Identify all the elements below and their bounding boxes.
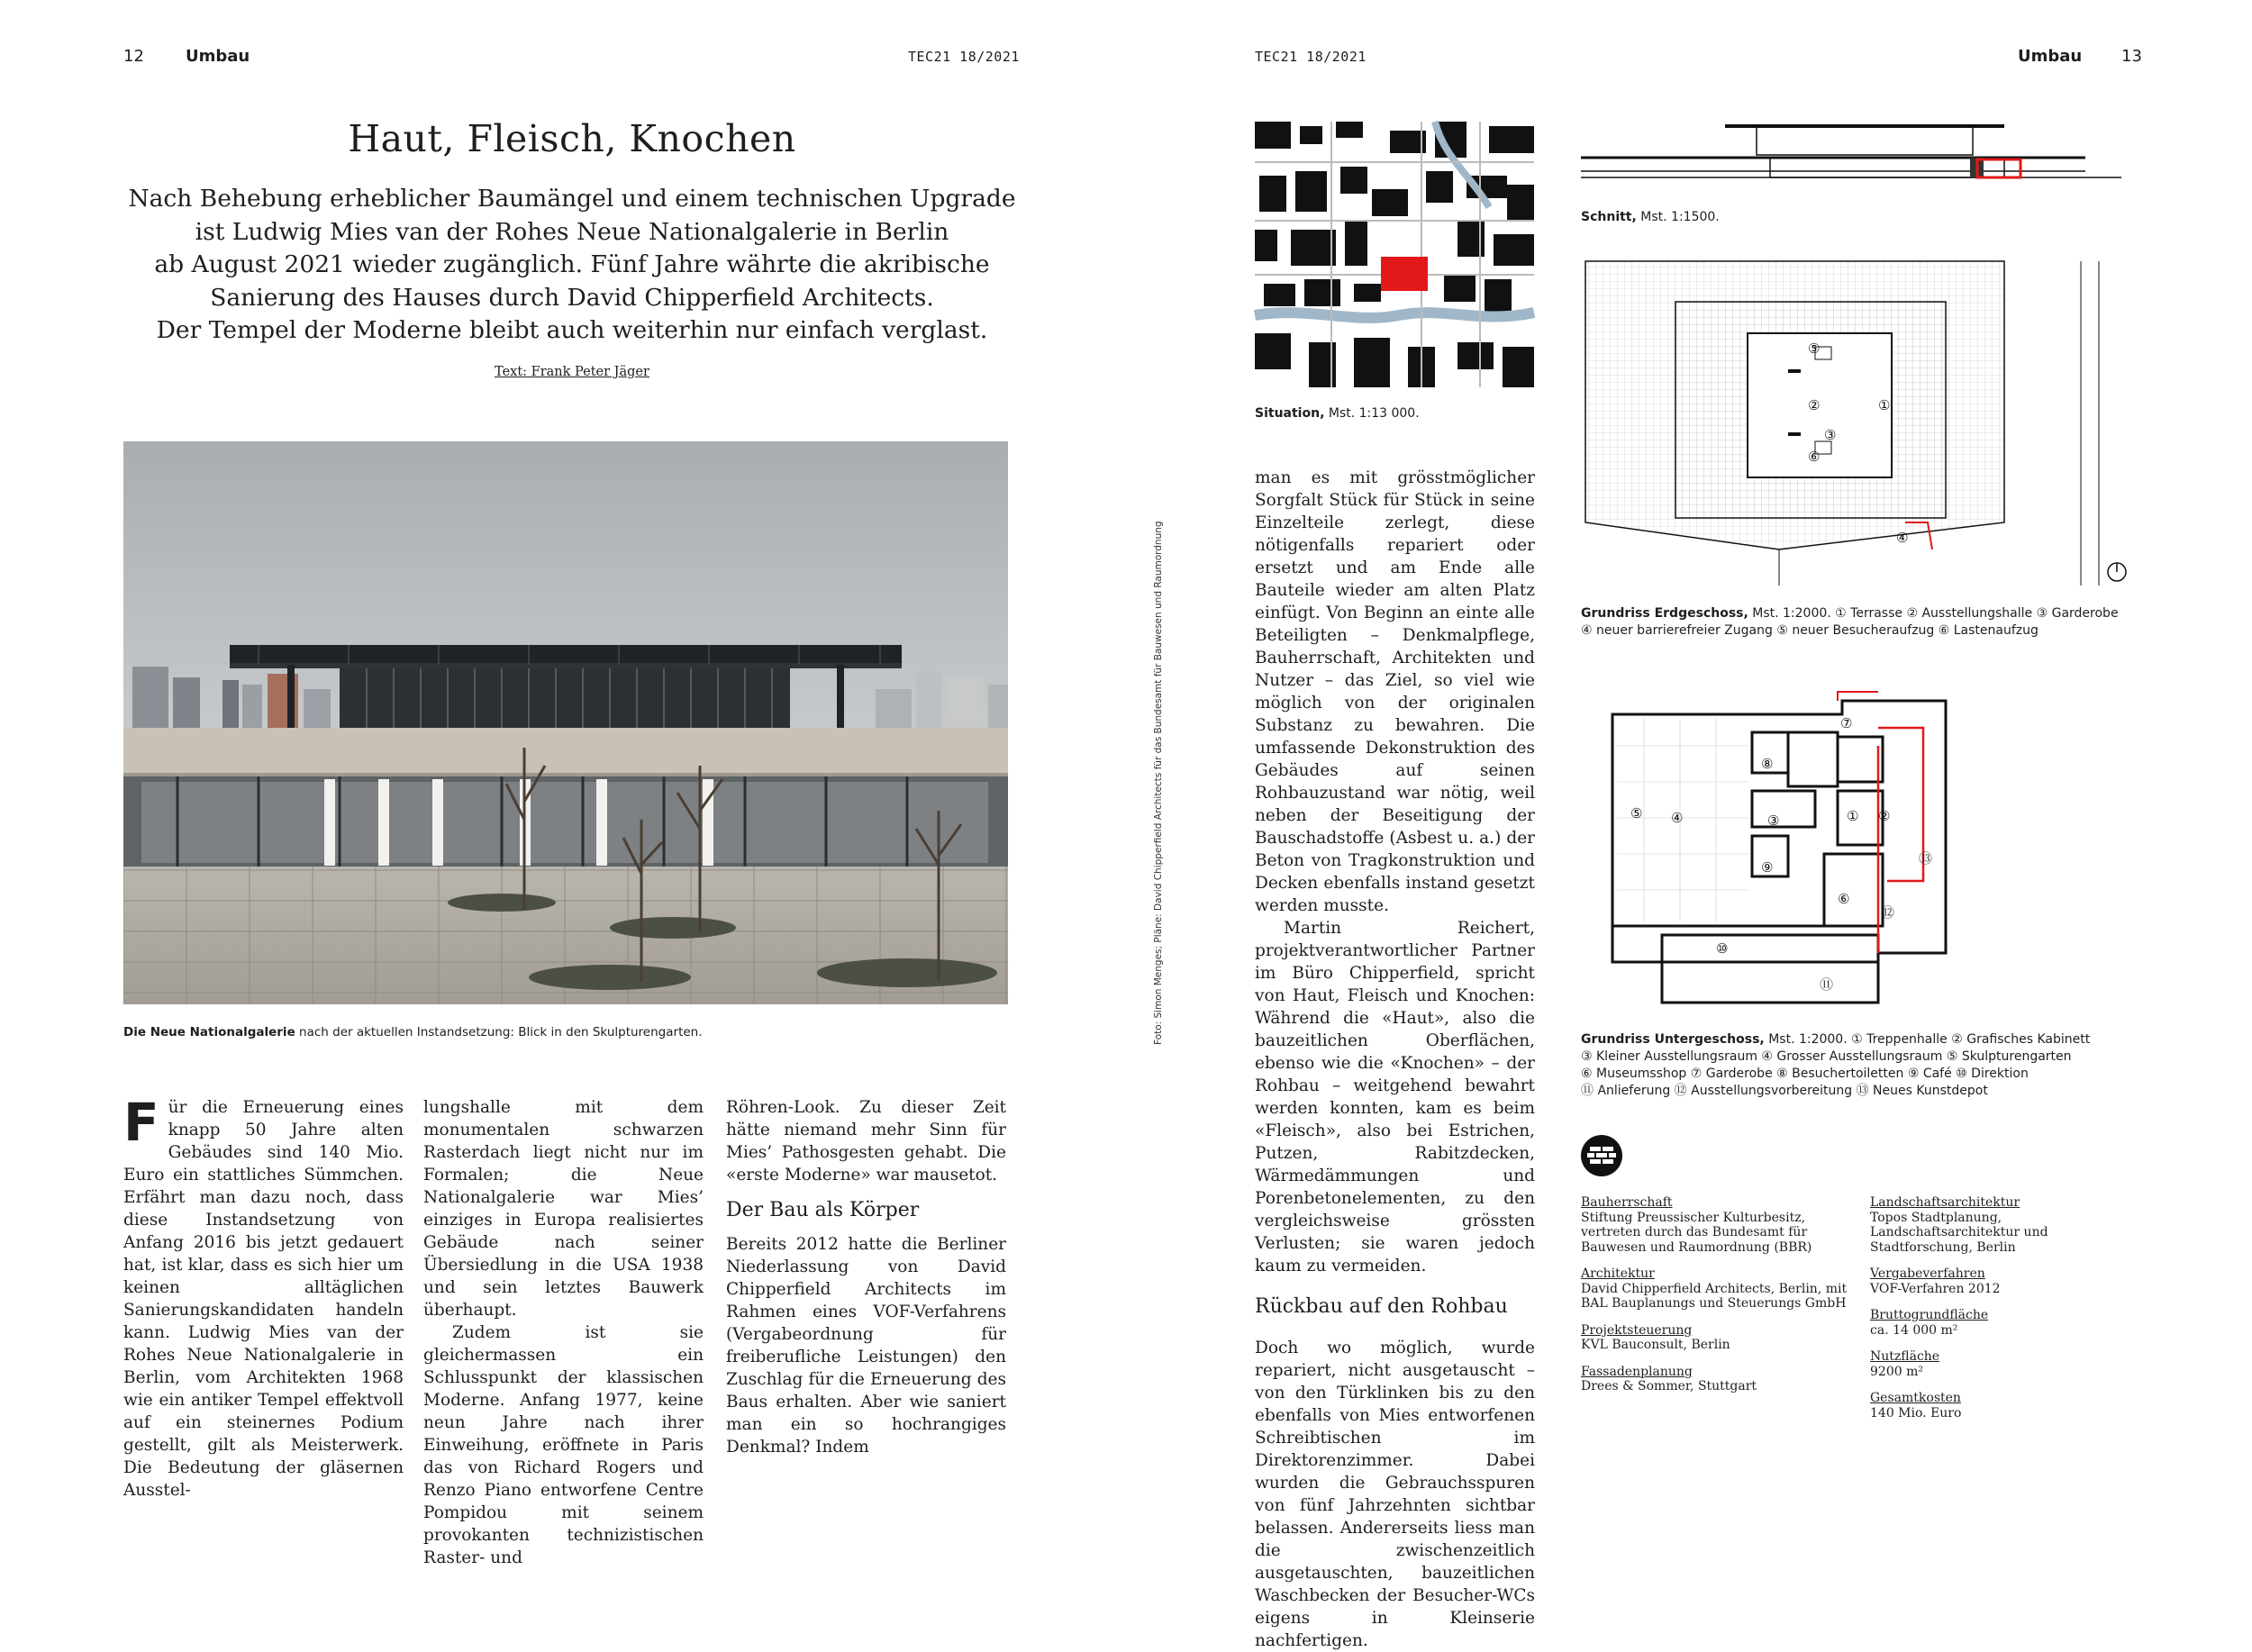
lead-line: ab August 2021 wieder zugänglich. Fünf Jahre währte die akribische <box>154 250 990 278</box>
fact-label: Vergabeverfahren <box>1870 1266 1985 1281</box>
body-paragraph: Zudem ist sie gleichermassen ein Schlusspunkt der klassischen Moderne. Anfang 1977, keine neun Jahre nach ihrer Einweihung, eröffnete in Paris das von Richard Rogers und Renzo Piano entworfene Centre Pompidou mit seinem provokanten technizistischen Raster- und <box>423 1323 704 1567</box>
caption-bold: Grundriss Untergeschoss, <box>1581 1032 1765 1047</box>
neue-nationalgalerie-photo <box>123 441 1008 1004</box>
body-text: ür die Erneuerung eines knapp 50 Jahre alten Gebäudes sind 140 Mio. Euro ein stattliches Sümmchen. Erfährt man dazu noch, dass diese Instandsetzung von Anfang 2016 bis jetzt gedauert hat, ist klar, dass es sich hier um keinen alltäglichen Sanierungskandidaten handeln kann. Ludwig Mies van der Rohes Neue Nationalgalerie in Berlin, vom Architekten 1968 wie ein antiker Tempel effektvoll auf ein steinernes Podium gestellt, gilt als Meisterwerk. Die Bedeutung der gläsernen Ausstel- <box>123 1098 404 1500</box>
page-number-left: 12 <box>123 47 144 66</box>
ground-floor-plan <box>1581 252 2139 595</box>
article-headline: Haut, Fleisch, Knochen <box>348 117 796 160</box>
issue-label-left: TEC21 18/2021 <box>908 49 1020 65</box>
body-column-2 <box>423 1096 704 1569</box>
ground-floor-caption <box>1581 605 2139 640</box>
lead-line: Sanierung des Hauses durch David Chipperfield Architects. <box>210 283 934 312</box>
fact-value: VOF-Verfahren 2012 <box>1870 1281 2001 1296</box>
drop-cap: F <box>123 1092 159 1153</box>
project-facts-left <box>1581 1195 1851 1406</box>
body-paragraph: man es mit grösstmöglicher Sorgfalt Stück für Stück in seine Einzelteile zerlegt, diese nötigenfalls repariert oder ersetzt und am Ende alle Bauteile wieder am alten Platz einfügt. Von Beginn an einte alle Beteiligten – Denkmalpflege, Bauherrschaft, Architekten und Nutzer – das Ziel, so viel wie möglich von der originalen Substanz zu bewahren. Die umfassende Dekonstruktion des Gebäudes auf seinen Rohbauzustand war nötig, weil neben der Beseitigung der Bauschadstoffe (Asbest u. a.) der Beton von Tragkonstruktion und Decken ebenfalls instand gesetzt werden musste. <box>1255 468 1535 915</box>
brick-wall-icon <box>1581 1135 1622 1176</box>
basement-floor-plan <box>1608 692 1968 1007</box>
plan-marker: ① <box>1878 397 1891 413</box>
plan-marker: ① <box>1847 808 1859 824</box>
caption-bold: Situation, <box>1255 406 1325 421</box>
caption-bold: Grundriss Erdgeschoss, <box>1581 606 1748 621</box>
plan-marker: ⑧ <box>1761 756 1774 772</box>
fact-value: David Chipperfield Architects, Berlin, mit BAL Bauplanungs und Steuerungs GmbH <box>1581 1281 1848 1311</box>
fact-value: 140 Mio. Euro <box>1870 1405 1962 1421</box>
plan-marker: ② <box>1808 397 1821 413</box>
caption-text: Mst. 1:1500. <box>1636 210 1720 224</box>
plan-marker: ② <box>1878 808 1891 824</box>
article-lead <box>108 183 1036 348</box>
lead-line: Der Tempel der Moderne bleibt auch weiterhin nur einfach verglast. <box>156 316 988 344</box>
photo-caption-bold: Die Neue Nationalgalerie <box>123 1025 295 1039</box>
fact-label: Bauherrschaft <box>1581 1195 1673 1210</box>
plan-marker: ⑤ <box>1630 805 1643 821</box>
body-paragraph: Bereits 2012 hatte die Berliner Niederlassung von David Chipperfield Architects im Rahmen eines VOF-Verfahrens (Vergabeordnung für freiberufliche Leistungen) den Zuschlag für die Erneuerung des Baus erhalten. Aber wie saniert man ein so hochrangiges Denkmal? Indem <box>726 1235 1006 1457</box>
fact-value: 9200 m² <box>1870 1364 1923 1379</box>
fact-label: Projektsteuerung <box>1581 1322 1693 1338</box>
photo-caption <box>123 1024 1006 1041</box>
subheading: Der Bau als Körper <box>726 1199 920 1221</box>
plan-marker: ⑩ <box>1716 940 1729 957</box>
plan-marker: ⑨ <box>1761 859 1774 876</box>
body-paragraph: Doch wo möglich, wurde repariert, nicht ausgetauscht – von den Türklinken bis zu den ebenfalls von Mies entworfenen Schreibtischen im Direktorenzimmer. Dabei wurden die Gebrauchsspuren von fünf Jahrzehnten sichtbar belassen. Andererseits liess man die zwischenzeitlich ausgetauschten, bauzeitlichen Waschbecken der Besucher-WCs eigens in Kleinserie nachfertigen. <box>1255 1339 1535 1650</box>
plan-marker: ④ <box>1671 810 1684 826</box>
subheading: Rückbau auf den Rohbau <box>1255 1295 1508 1318</box>
fact-value: ca. 14 000 m² <box>1870 1322 1958 1338</box>
plan-marker: ⑫ <box>1881 904 1895 921</box>
section-name-left: Umbau <box>186 47 250 66</box>
plan-marker: ⑥ <box>1838 891 1850 907</box>
caption-text: Mst. 1:13 000. <box>1324 406 1420 421</box>
plan-marker: ⑦ <box>1840 715 1853 731</box>
caption-text: Mst. 1:2000. ① Terrasse ② Ausstellungshalle ③ Garderobe <box>1748 606 2119 621</box>
body-column-4 <box>1255 467 1535 1652</box>
plan-marker: ③ <box>1767 812 1780 829</box>
situation-map <box>1255 122 1534 387</box>
caption-text: Mst. 1:2000. ① Treppenhalle ② Grafisches Kabinett <box>1764 1032 2091 1047</box>
caption-line: ③ Kleiner Ausstellungsraum ④ Grosser Ausstellungsraum ⑤ Skulpturengarten <box>1581 1049 2072 1064</box>
caption-line: ⑪ Anlieferung ⑫ Ausstellungsvorbereitung ⑬ Neues Kunstdepot <box>1581 1084 1988 1098</box>
project-facts-right <box>1870 1195 2140 1432</box>
lead-line: Nach Behebung erheblicher Baumängel und einem technischen Upgrade <box>128 185 1016 213</box>
caption-bold: Schnitt, <box>1581 210 1637 224</box>
page-number-right: 13 <box>2121 47 2142 66</box>
body-paragraph: Martin Reichert, projektverantwortlicher Partner im Büro Chipperfield, spricht von Haut, Fleisch und Knochen: Während die «Haut», also die bauzeitlichen Oberflächen, ebenso wie die «Knochen» – der Rohbau – weitgehend bewahrt werden konnten, kam es beim «Fleisch», also bei Estrichen, Putzen, Rabitzdecken, Wärmedämmungen und Porenbetonelementen, zu den vergleichsweise grössten Verlusten; sie waren jedoch kaum zu vermeiden. <box>1255 919 1535 1275</box>
fact-label: Bruttogrundfläche <box>1870 1308 1989 1322</box>
caption-line: ⑥ Museumsshop ⑦ Garderobe ⑧ Besuchertoiletten ⑨ Café ⑩ Direktion <box>1581 1067 2029 1081</box>
plan-marker: ⑪ <box>1820 976 1834 993</box>
body-column-1 <box>123 1092 404 1502</box>
photo-credit: Foto: Simon Menges; Pläne: David Chipperfield Architects für das Bundesamt für Bauwesen und Raumordnung <box>1153 521 1164 1045</box>
fact-value: Topos Stadtplanung, Landschaftsarchitektur und Stadtforschung, Berlin <box>1870 1210 2048 1255</box>
section-caption <box>1581 209 1720 226</box>
body-paragraph: lungshalle mit dem monumentalen schwarzen Rasterdach liegt nicht nur im Formalen; die Neue Nationalgalerie war Mies’ einziges in Europa realisiertes Gebäude nach seiner Übersiedlung in die USA 1938 und sein letztes Bauwerk überhaupt. <box>423 1098 704 1320</box>
caption-line: ④ neuer barrierefreier Zugang ⑤ neuer Besucheraufzug ⑥ Lastenaufzug <box>1581 623 2039 638</box>
issue-label-right: TEC21 18/2021 <box>1255 49 1367 65</box>
fact-value: KVL Bauconsult, Berlin <box>1581 1338 1730 1352</box>
situation-caption <box>1255 405 1420 422</box>
section-drawing <box>1581 122 2139 189</box>
plan-marker: ④ <box>1896 530 1909 546</box>
fact-label: Landschaftsarchitektur <box>1870 1195 2020 1210</box>
plan-marker: ③ <box>1824 427 1837 443</box>
plan-marker: ⑤ <box>1808 340 1821 357</box>
body-column-3 <box>726 1096 1006 1458</box>
fact-label: Architektur <box>1581 1266 1655 1281</box>
fact-value: Drees & Sommer, Stuttgart <box>1581 1379 1757 1393</box>
plan-marker: ⑥ <box>1808 449 1821 465</box>
body-paragraph: Röhren-Look. Zu dieser Zeit hätte niemand mehr Sinn für Mies’ Pathosgesten gehabt. Die «erste Moderne» war mausetot. <box>726 1098 1006 1185</box>
author-byline: Text: Frank Peter Jäger <box>495 365 649 379</box>
caption-line <box>1581 605 2139 622</box>
photo-caption-text: nach der aktuellen Instandsetzung: Blick in den Skulpturengarten. <box>295 1025 703 1039</box>
fact-label: Gesamtkosten <box>1870 1391 1961 1405</box>
caption-line <box>1581 1031 2139 1048</box>
fact-value: Stiftung Preussischer Kulturbesitz, vertreten durch das Bundesamt für Bauwesen und Raumordnung (BBR) <box>1581 1210 1812 1255</box>
section-name-right: Umbau <box>2018 47 2083 66</box>
fact-label: Fassadenplanung <box>1581 1364 1693 1379</box>
lead-line: ist Ludwig Mies van der Rohes Neue Nationalgalerie in Berlin <box>195 217 949 246</box>
fact-label: Nutzfläche <box>1870 1349 1940 1364</box>
plan-marker: ⑬ <box>1919 850 1933 867</box>
basement-caption <box>1581 1031 2139 1100</box>
